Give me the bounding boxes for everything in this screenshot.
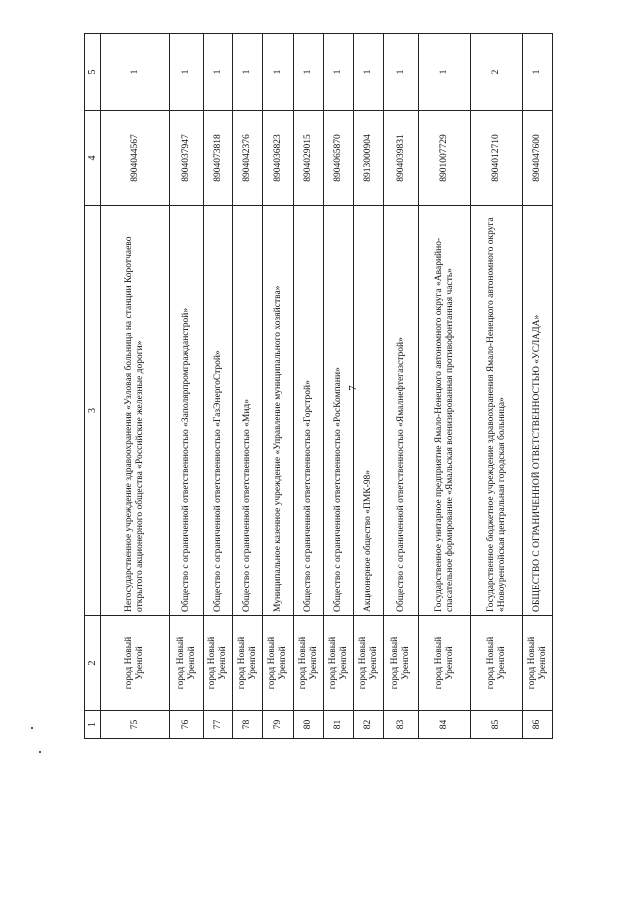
city-cell: город Новый Уренгой <box>384 616 419 711</box>
row-number: 79 <box>263 711 294 739</box>
count-cell: 1 <box>101 34 170 111</box>
table-row <box>471 34 523 739</box>
organization-name: Муниципальное казенное учреждение «Управление муниципального хозяйства» <box>263 206 294 616</box>
count-cell: 1 <box>384 34 419 111</box>
count-cell: 1 <box>170 34 204 111</box>
organization-name: Общество с ограниченной ответственностью «РосКомпани» <box>324 206 354 616</box>
organization-name: Общество с ограниченной ответственностью «Горстрой» <box>294 206 324 616</box>
inn-cell: 8904042376 <box>233 111 263 206</box>
organization-name: Государственное бюджетное учреждение здравоохранения Ямало-Ненецкого автономного округа «Новоуренгойская центральная городская больница» <box>471 206 523 616</box>
column-header: 3 <box>85 206 101 616</box>
row-number: 84 <box>419 711 471 739</box>
inn-cell: 8904036823 <box>263 111 294 206</box>
table-row <box>384 34 419 739</box>
page-number: 7 <box>346 385 359 391</box>
city-cell: город Новый Уренгой <box>324 616 354 711</box>
count-cell: 1 <box>324 34 354 111</box>
count-cell: 1 <box>523 34 553 111</box>
row-number: 86 <box>523 711 553 739</box>
table-row <box>263 34 294 739</box>
organization-name: Государственное унитарное предприятие Ямало-Ненецкого автономного округа «Аварийно-спасательное формирование «Ямальская военизированная противофонтанная часть» <box>419 206 471 616</box>
scan-dot <box>31 727 33 729</box>
city-cell: город Новый Уренгой <box>471 616 523 711</box>
inn-cell: 8901007729 <box>419 111 471 206</box>
column-header: 1 <box>85 711 101 739</box>
count-cell: 1 <box>263 34 294 111</box>
scan-dot <box>39 751 41 753</box>
city-cell: город Новый Уренгой <box>523 616 553 711</box>
table-row <box>204 34 233 739</box>
count-cell: 1 <box>354 34 384 111</box>
row-number: 77 <box>204 711 233 739</box>
inn-cell: 8904047600 <box>523 111 553 206</box>
row-number: 85 <box>471 711 523 739</box>
row-number: 83 <box>384 711 419 739</box>
column-header: 5 <box>85 34 101 111</box>
organization-name: Общество с ограниченной ответственностью «ГазЭнергоСтрой» <box>204 206 233 616</box>
inn-cell: 8904029015 <box>294 111 324 206</box>
city-cell: город Новый Уренгой <box>354 616 384 711</box>
city-cell: город Новый Уренгой <box>170 616 204 711</box>
inn-cell: 8904012710 <box>471 111 523 206</box>
city-cell: город Новый Уренгой <box>263 616 294 711</box>
table-row <box>233 34 263 739</box>
inn-cell: 8904044567 <box>101 111 170 206</box>
organization-name: Акционерное общество «ПМК-98» <box>354 206 384 616</box>
city-cell: город Новый Уренгой <box>233 616 263 711</box>
table-row <box>523 34 553 739</box>
organization-name: Негосударственное учреждение здравоохранения «Узловая больница на станции Коротчаево открытого акционерного общества «Российские железные дороги» <box>101 206 170 616</box>
row-number: 81 <box>324 711 354 739</box>
column-header: 2 <box>85 616 101 711</box>
inn-cell: 8913000904 <box>354 111 384 206</box>
count-cell: 1 <box>419 34 471 111</box>
count-cell: 2 <box>471 34 523 111</box>
city-cell: город Новый Уренгой <box>294 616 324 711</box>
inn-cell: 8904037947 <box>170 111 204 206</box>
organization-name: ОБЩЕСТВО С ОГРАНИЧЕННОЙ ОТВЕТСТВЕННОСТЬЮ «УСЛАДА» <box>523 206 553 616</box>
inn-cell: 8904039831 <box>384 111 419 206</box>
organization-name: Общество с ограниченной ответственностью «Заполярпромгражданстрой» <box>170 206 204 616</box>
table-row <box>294 34 324 739</box>
organizations-table-wrapper <box>84 34 557 739</box>
city-cell: город Новый Уренгой <box>204 616 233 711</box>
row-number: 76 <box>170 711 204 739</box>
inn-cell: 8904073818 <box>204 111 233 206</box>
organization-name: Общество с ограниченной ответственностью «Мид» <box>233 206 263 616</box>
row-number: 75 <box>101 711 170 739</box>
count-cell: 1 <box>204 34 233 111</box>
table-row <box>101 34 170 739</box>
organization-name: Общество с ограниченной ответственностью «Ямалнефтегазстрой» <box>384 206 419 616</box>
row-number: 82 <box>354 711 384 739</box>
organizations-table <box>84 33 553 739</box>
count-cell: 1 <box>294 34 324 111</box>
table-row <box>354 34 384 739</box>
table-row <box>419 34 471 739</box>
inn-cell: 8904065870 <box>324 111 354 206</box>
city-cell: город Новый Уренгой <box>101 616 170 711</box>
count-cell: 1 <box>233 34 263 111</box>
table-header-row <box>85 34 101 739</box>
row-number: 78 <box>233 711 263 739</box>
row-number: 80 <box>294 711 324 739</box>
table-row <box>170 34 204 739</box>
city-cell: город Новый Уренгой <box>419 616 471 711</box>
column-header: 4 <box>85 111 101 206</box>
table-row <box>324 34 354 739</box>
